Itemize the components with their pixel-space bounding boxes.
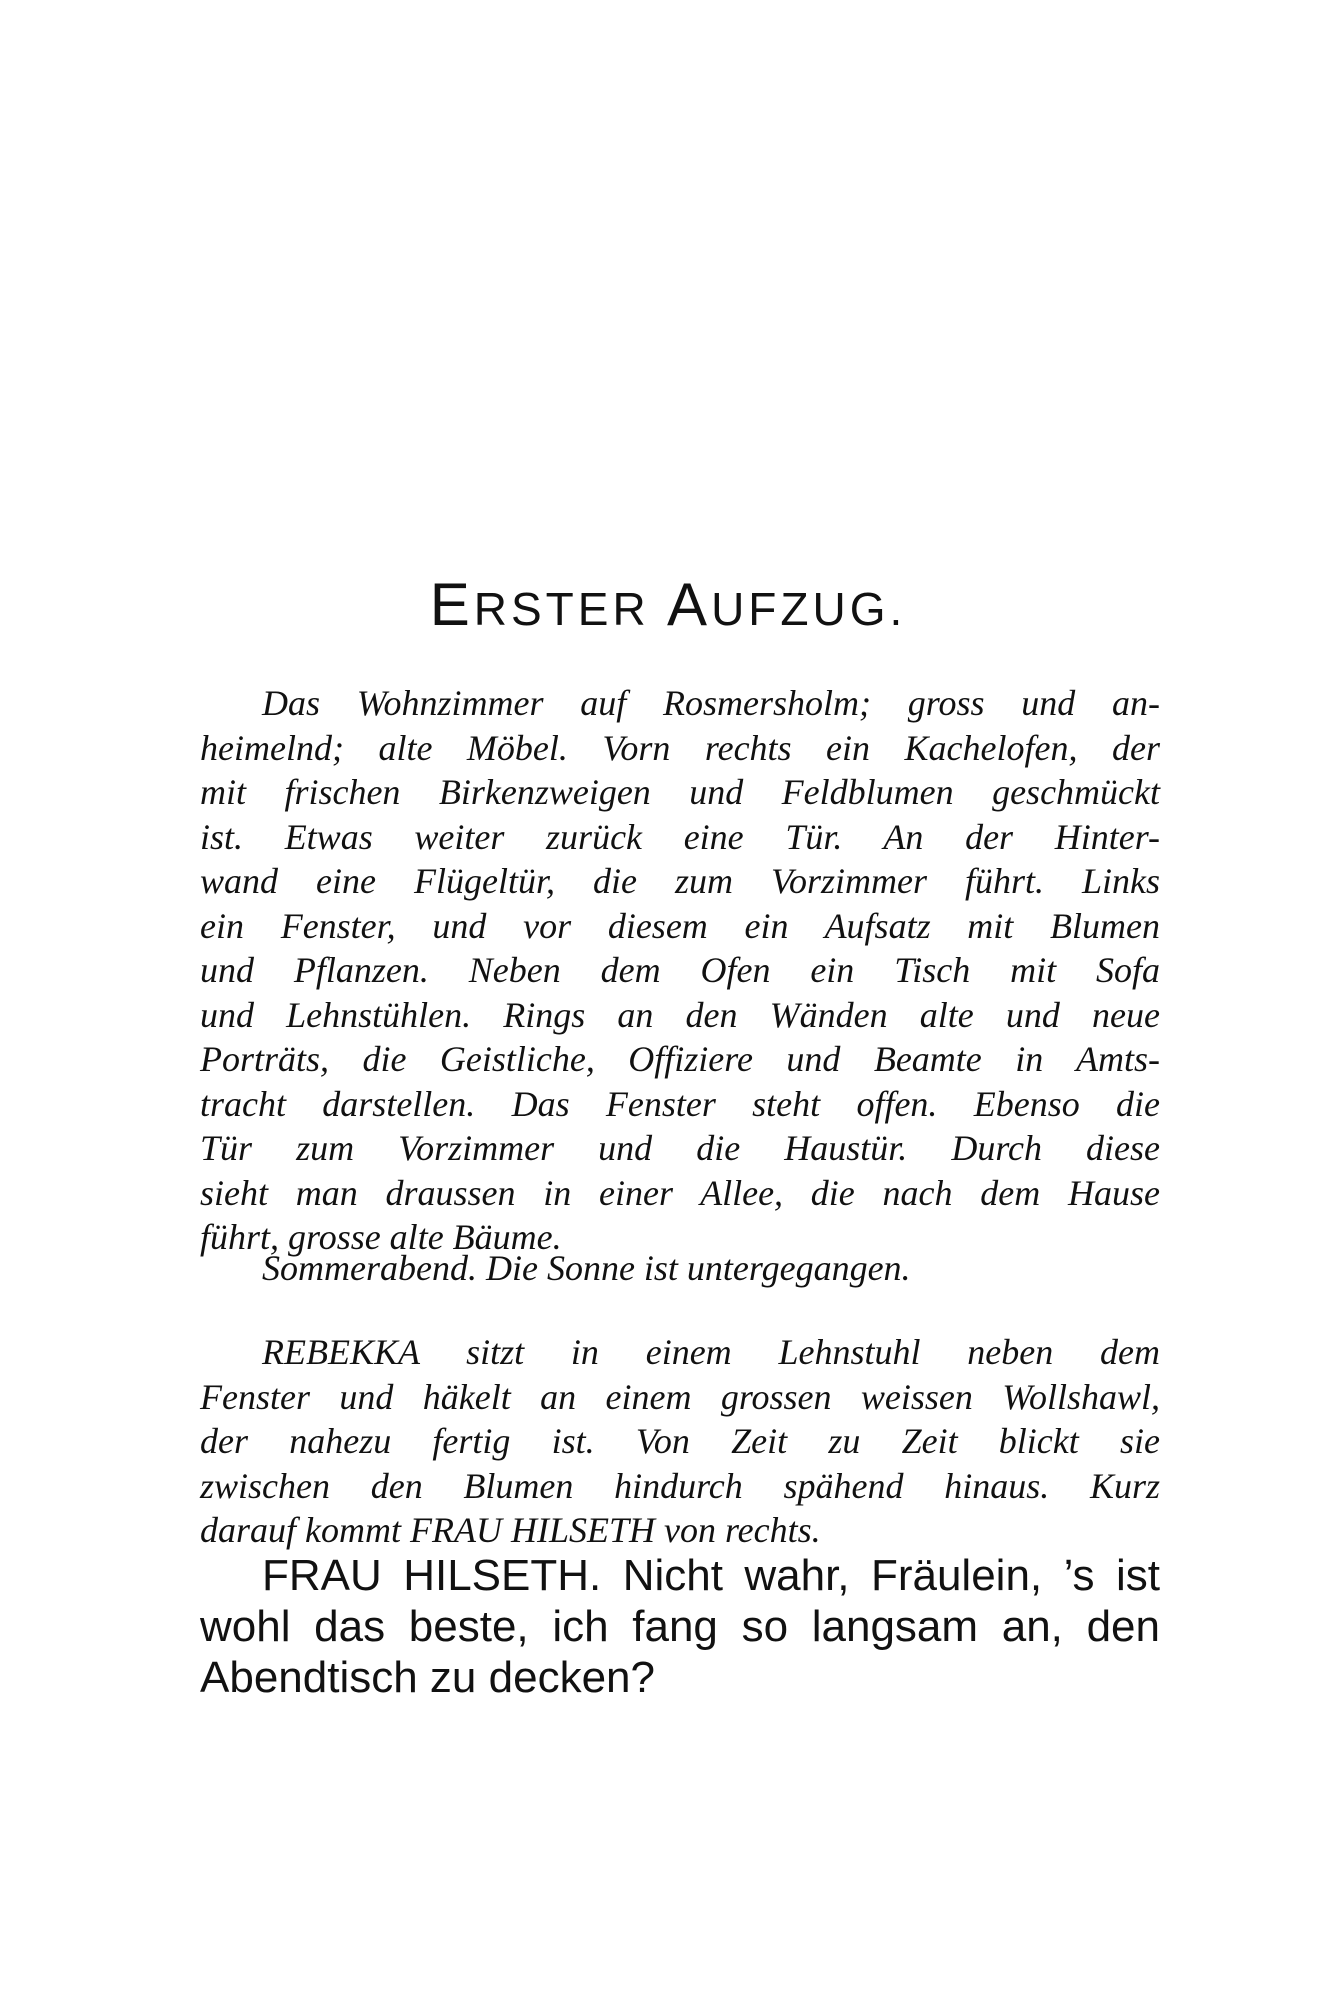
entry-direction bbox=[200, 1330, 1160, 1553]
speaker-name: FRAU HILSETH. bbox=[262, 1551, 602, 1600]
speech-first-line bbox=[200, 1550, 1160, 1601]
stage-direction-line: ein Fenster, und vor diesem ein Aufsatz mit Blumen bbox=[200, 905, 1160, 946]
entry-line: darauf kommt FRAU HILSETH von rechts. bbox=[200, 1510, 821, 1550]
stage-direction-line: sieht man draussen in einer Allee, die nach dem Hause bbox=[200, 1172, 1160, 1213]
stage-direction-line: mit frischen Birkenzweigen und Feldblumen geschmückt bbox=[200, 772, 1160, 812]
time-line: Sommerabend. Die Sonne ist untergegangen. bbox=[262, 1248, 911, 1288]
stage-direction-line: tracht darstellen. Das Fenster steht offen. Ebenso die bbox=[200, 1083, 1160, 1124]
speech-line: Abendtisch zu decken? bbox=[200, 1653, 655, 1702]
stage-direction-line: Porträts, die Geistliche, Offiziere und Beamte in Amts- bbox=[200, 1039, 1160, 1079]
speech-text: Nicht wahr, Fräulein, ’s ist bbox=[622, 1551, 1160, 1600]
entry-line: zwischen den Blumen hindurch spähend hinaus. Kurz bbox=[200, 1465, 1160, 1506]
heading-word-1: RSTER bbox=[473, 583, 650, 635]
stage-direction-line: Das Wohnzimmer auf Rosmersholm; gross und an- bbox=[262, 683, 1160, 723]
stage-time-note bbox=[200, 1246, 1160, 1291]
stage-direction-line: Tür zum Vorzimmer und die Haustür. Durch diese bbox=[200, 1128, 1160, 1168]
stage-direction-line: wand eine Flügeltür, die zum Vorzimmer führt. Links bbox=[200, 861, 1160, 901]
stage-direction bbox=[200, 681, 1160, 1260]
entry-line: der nahezu fertig ist. Von Zeit zu Zeit blickt sie bbox=[200, 1421, 1160, 1461]
dialogue-speech bbox=[200, 1550, 1160, 1703]
speech-line: wohl das beste, ich fang so langsam an, den bbox=[200, 1602, 1160, 1651]
stage-direction-line: heimelnd; alte Möbel. Vorn rechts ein Kachelofen, der bbox=[200, 727, 1160, 768]
entry-line: REBEKKA sitzt in einem Lehnstuhl neben dem bbox=[262, 1332, 1160, 1372]
stage-direction-line: führt, grosse alte Bäume. bbox=[200, 1217, 562, 1257]
heading-word-2: UFZUG. bbox=[711, 583, 907, 635]
heading-initial-1: E bbox=[429, 571, 474, 638]
stage-direction-line: und Pflanzen. Neben dem Ofen ein Tisch mit Sofa bbox=[200, 950, 1160, 990]
act-heading bbox=[0, 570, 1336, 639]
entry-line: Fenster und häkelt an einem grossen weissen Wollshawl, bbox=[200, 1376, 1160, 1417]
stage-direction-line: ist. Etwas weiter zurück eine Tür. An der Hinter- bbox=[200, 816, 1160, 857]
heading-initial-2: A bbox=[667, 571, 712, 638]
stage-direction-line: und Lehnstühlen. Rings an den Wänden alte und neue bbox=[200, 994, 1160, 1035]
